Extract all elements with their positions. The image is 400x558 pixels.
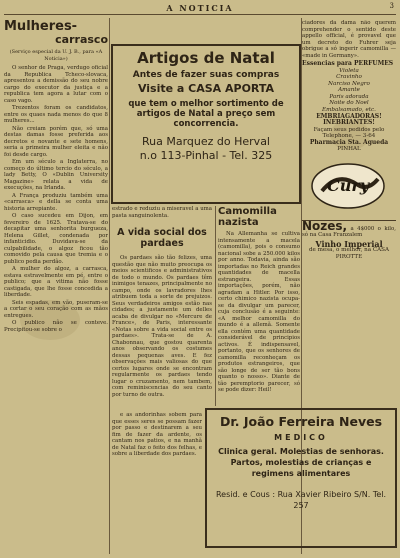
perfume-item: Embalsamado, etc. (322, 107, 376, 114)
article-paragraph: Na Allemanha se cultiva intensamente a macela (camomilla), pois o consumo nacional sobe a 250.000 kilos por anno. Todavia, ainda são importadas no Reich grandes quantidades de macella estrangeira. Essas importações, porém, não agradam a Hitler. Por isso, certo chimico nazista ocupa-se da divulgar um parecer, cuja conclusão é a seguinte: «A melhor camomilla do mundo é a allemã. Somente ella contém uma quantidade considerável de principios activos. É indispensavel, portanto, que os senhores de camomilla reconheçam os produtos estrangeiros, que são longe de ser tão bons quanto o nosso». Diante de tão peremptorio parecer, só se pode dizer: Heil! (218, 231, 300, 393)
header-rule (4, 14, 396, 15)
doctor-address: Resid. e Cous : Rua Xavier Ribeiro S/N. Tel. 257 (215, 490, 387, 510)
nozes-title: Nozes, (302, 218, 348, 233)
ad-store-name: Visite a CASA APORTA (137, 82, 275, 95)
article-title: Camomilla nazista (218, 206, 277, 228)
article-paragraph: Trezentos foram os candidatos, entre os quaes nada menos do que 8 mulheres... (4, 105, 108, 124)
pharmacy-city: PINHAL (337, 146, 361, 153)
column-divider (215, 206, 216, 406)
ad-tagline: Antes de fazer suas compras (132, 70, 280, 80)
article-paragraph: e as andorinhas sobem para que esses seres se possam fazer por passo e destinarem a seu fim de fazer da ardente, os cantam nos patios, e na manhã de Natal faz o feito dos felhas, e sobre a liberdade dos pardaes. (112, 412, 202, 457)
perfume-item: Narciso Negro (328, 80, 370, 87)
ad-artigos-de-natal (111, 44, 301, 204)
page-number: 3 (389, 2, 394, 10)
ad-address-phone: n.o 113-Pinhal - Tel. 325 (139, 149, 273, 162)
article-paragraph: O senhor de Praga, verdugo oficial da Republica Tcheco-slovaca, apresentou a demissão do seu nobre cargo do executor da justiça e a republica tem agora a lutar com o caso vago. (4, 65, 108, 104)
article-paragraph: O caso sucedeu em Dijon, em fevereiro de 1625. Tratava-se do decapitar uma senhorita burgueza, Helena Gillet, condenada por infanticidio. Duvidava-se da culpabilidade, o algoz ficou tão comovido pela causa que tremia e o publico pedia perdão. (4, 213, 108, 265)
ad-doctor (205, 408, 397, 548)
perfume-item: Cravinho (336, 74, 362, 81)
article-paragraph: Em um século a Inglaterra, no começo do último tercio do século, a lady Betty, O «Dublin University Magazine» relata a vida de execuções, na Irlanda. (4, 159, 108, 191)
article-credit: (Serviço especial da U. J. B., para «A Noticia») (9, 49, 103, 62)
middle-column-b (218, 206, 300, 408)
doctor-name: Dr. João Ferreira Neves (219, 414, 383, 429)
nozes-ad (302, 220, 396, 239)
article-title: Mulheres- (4, 20, 78, 34)
article-paragraph: Seis espadas, em vão, puseram-se a cortar o seu coração com as mãos entregues. (4, 299, 108, 319)
perfumes-list (302, 68, 396, 114)
doctor-title: MEDICO (274, 433, 328, 442)
article-paragraph: O publico não se conteve. Precipitou-se sobre o (4, 320, 108, 333)
doctor-specialties: Clinica geral. Molestias de senhoras. Partos, molestias de crianças e regimens alimentares (218, 447, 384, 478)
bottom-middle-text (112, 412, 202, 552)
ad-title: Artigos de Natal (137, 49, 275, 67)
left-column (4, 20, 108, 556)
column-divider (109, 18, 110, 554)
cury-logo-icon (308, 161, 388, 211)
cury-brand: Cury (326, 175, 370, 195)
ad-slogan: INEBRIANTES! (323, 119, 375, 127)
article-paragraph: A mulher do algoz, a carrasca, estava estravelmente em pé, entre o publico; que a vitima não fosse castigada, que lhe fosse concedida a liberdade. (4, 266, 108, 298)
article-paragraph: A França produziu também uma «carrasca» e della se conta uma historia arrepiante. (4, 192, 108, 212)
article-paragraph: Os pardaes são tão felizes, uma questão que não muito preocupa os meios scientificos e administrativos de todo o mundo. Os pardaes têm inimigos tenazes, principalmente no campo, onde os lavradores lhes atribuem toda a sorte de prejuizos. Seus verdadeiros amigos estão nas cidades; a justamente um delles acaba de divulgar no «Mercure de France», de Paris, interessante «Notas sobre a vida social entre os pardaes». Trata-se de A. Chabonnau, que gostou quarenta anos observando os costumes dessas pequenas aves. E fez observações mais valiosas do que certos lugares onde se encontram regularmente os pardaes tendo lugar o cruzamento, nem tambem, com reminiscencias do seu canto por turno de outra. (112, 255, 212, 398)
pharmacy-name: Pharmacia Sta. Agueda (309, 138, 389, 146)
perfume-item: Violeta (339, 67, 359, 74)
vinho-title: Vinho Imperial (315, 238, 383, 249)
perfume-item: Noite do Noel (329, 100, 369, 107)
middle-column-a (112, 206, 212, 408)
ad-address-street: Rua Marquez do Herval (142, 135, 270, 148)
nozes-price: a 4$000 o kilo, só na Casa Franzalem (302, 225, 396, 239)
perfume-item: Paris adorada (329, 93, 369, 100)
vinho-text: de mesa, o melhor, na CASA PIROTTE (308, 247, 390, 260)
article-continuation: ciadores da dama não querem comprehender o sentido deste appello official, é provavel que um decreto do Fuhrer seja obrigue a só ingerir camomilla — «made in Germany». (302, 20, 396, 59)
article-subtitle: carrasco (55, 33, 108, 46)
ad-slogan: EMBRIAGADORAS! (316, 112, 382, 120)
ad-orders: Façam seus pedidos pelo Telephone, — 3-64 (313, 126, 385, 140)
article-paragraph: Não creiam porém que, só uma destas damas fosse preferida aos decretos e novante e sete homens, seria a primeira mulher eleita e não foi desde cargo. (4, 125, 108, 158)
cury-ad (302, 157, 396, 217)
perfumes-title: Essencias para PERFUMES (302, 60, 394, 67)
ad-description: que tem o melhor sortimento de artigos de Natal a preço sem concorrencia. (128, 99, 284, 129)
perfume-item: Amante (338, 87, 360, 94)
article-title: A vida social dos pardaes (117, 227, 207, 249)
article-continuation: estrado e reduziu a miseravel a uma pasta sanguinolenta. (112, 206, 212, 219)
masthead: A NOTICIA (166, 3, 234, 13)
